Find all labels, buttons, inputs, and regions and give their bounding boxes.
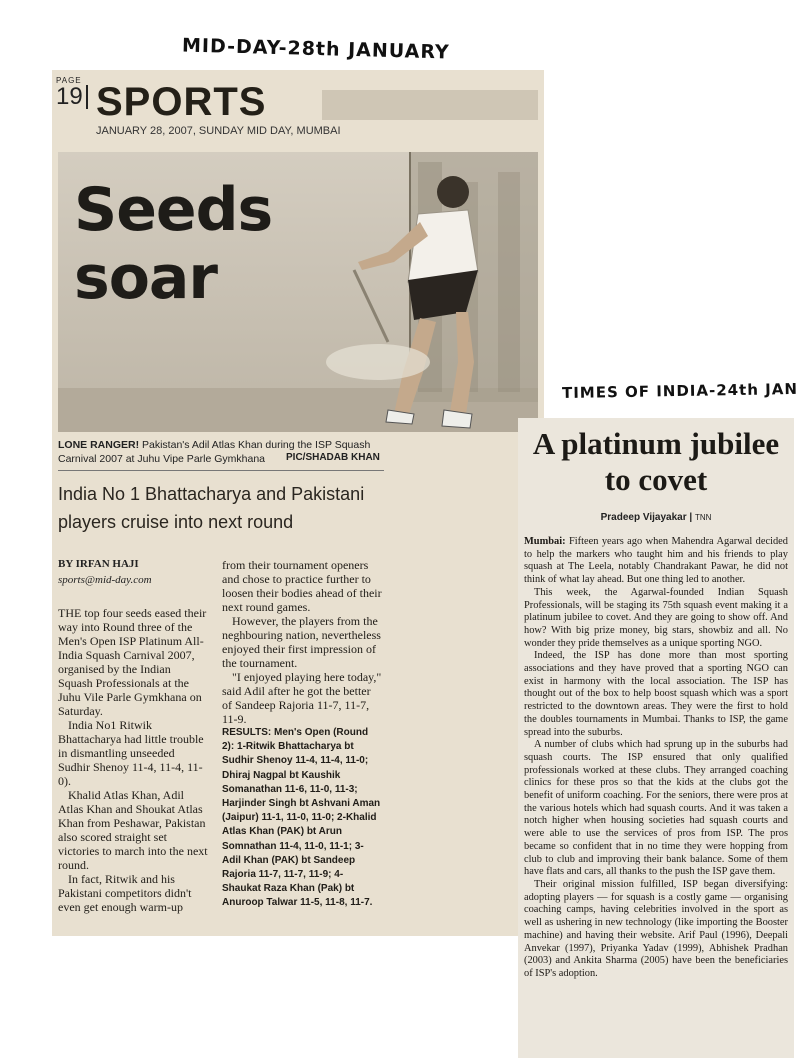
- author-email: sports@mid-day.com: [58, 574, 152, 586]
- toi-agency: TNN: [694, 513, 712, 522]
- paragraph: India No1 Ritwik Bhattacharya had little trouble in dismantling unseeded Sudhir Shenoy 11-4, 11-4, 11-0).: [58, 718, 204, 788]
- paragraph: This week, the Agarwal-founded Indian Squash Professionals, will be staging its 75th squash event making it a platinum jubilee to covet. And they are going to show off. And how? With big prize money, big stars, showbiz and all. No wonder they pride themselves as a unique sporting NGO.: [524, 586, 788, 649]
- page-number-box: [56, 76, 88, 109]
- toi-clipping: [518, 418, 794, 1058]
- toi-byline: Pradeep Vijayakar | TNN: [600, 512, 712, 523]
- toi-dateline: Mumbai:: [524, 536, 566, 547]
- page-number: 19: [56, 85, 88, 109]
- byline: BY IRFAN HAJI: [58, 558, 139, 570]
- section-title: SPORTS: [96, 80, 267, 124]
- paragraph: Khalid Atlas Khan, Adil Atlas Khan and Shoukat Atlas Khan from Peshawar, Pakistan also scored straight set victories to march into the next round.: [58, 788, 208, 872]
- header-bar: [322, 90, 538, 120]
- toi-author: Pradeep Vijayakar: [600, 512, 687, 523]
- caption-text: Pakistan's Adil Atlas Khan during the ISP Squash Carnival 2007 at Juhu Vipe Parle Gymkhana: [58, 439, 371, 465]
- toi-headline: A platinum jubilee to covet: [532, 426, 780, 497]
- dateline: JANUARY 28, 2007, SUNDAY MID DAY, MUMBAI: [96, 125, 341, 137]
- paragraph: THE top four seeds eased their way into Round three of the Men's Open ISP Platinum All-India Squash Carnival 2007, organised by the Indian Squash Professionals at the Juhu Vile Parle Gymkhana on Saturday.: [58, 606, 207, 718]
- headline-line-2: soar: [74, 243, 218, 313]
- paragraph: "I enjoyed playing here today," said Adil after he got the better of Sandeep Rajoria 11-7, 11-7, 11-9.: [222, 670, 382, 726]
- toi-article-body: [524, 536, 788, 981]
- paragraph: from their tournament openers and chose to practice further to loosen their bodies ahead of their next round games.: [222, 558, 382, 614]
- squash-photo: [58, 152, 538, 432]
- handwritten-note-right: TIMES OF INDIA-24th JAN: [561, 379, 799, 403]
- headline-line-1: Seeds: [74, 175, 273, 245]
- paragraph: However, the players from the neghbouring nation, nevertheless enjoyed their first impression of the tournament.: [222, 614, 381, 670]
- caption-divider: [58, 470, 384, 471]
- results-block: [222, 726, 382, 911]
- headline: [74, 176, 272, 312]
- paragraph: In fact, Ritwik and his Pakistani competitors didn't even get enough warm-up: [58, 872, 192, 914]
- article-column-2: [222, 558, 382, 911]
- page-label: PAGE: [56, 76, 82, 85]
- photo-credit: PIC/SHADAB KHAN: [286, 452, 380, 463]
- paragraph: Indeed, the ISP has done more than most sporting associations and they have proved that a sporting NGO can exist in harmony with the local association. The ISP has thought out of the box to help boost squash which was a sport restricted to the downtown areas. They were the first to hold the doubles tournaments in Mumbai. Thanks to ISP, the game spread into the suburbs.: [524, 650, 788, 738]
- caption-lead: LONE RANGER!: [58, 439, 140, 451]
- subheadline: India No 1 Bhattacharya and Pakistani players cruise into next round: [58, 484, 365, 532]
- article-column-1: [58, 606, 208, 914]
- paragraph-text: Fifteen years ago when Mahendra Agarwal decided to help the markers who taught him and his friends to play squash at The Leela, notably Chandrakant Pawar, he did not think of what lay ahead. But one thing led to another.: [524, 536, 788, 586]
- results-label: RESULTS: Men's Open (Round 2):: [222, 727, 369, 753]
- paragraph: Their original mission fulfilled, ISP began diversifying: adopting players — for squash is a costly game — organising coaching camps, having celebrities involved in the sport as well as ushering in new technology (like importing the Booster machine) and having their website. Arif Paul (1996), Deepali Anvekar (1997), Priyanka Yadav (1999), Abhishek Pradhan (2003) and Ankita Sharma (2005) have been the beneficiaries of ISP's adoption.: [524, 878, 788, 979]
- midday-clipping: [52, 70, 544, 936]
- paragraph: A number of clubs which had sprung up in the suburbs had squash courts. The ISP ensured that only qualified professionals worked at these clubs. They arranged coaching clinics for these pros so that the kids at the clubs got the benefit of uniform coaching. For the seniors, there were pros at the various hotels which had squash courts. And it was taken a notch higher when housing societies had squash courts and were able to use the services of pros from ISP. The pros became so confident that in no time they were hopping from club to club and improving their bank balance. Some of them have flats and cars, all thanks to the push the ISP gave them.: [524, 739, 788, 878]
- paragraph: [524, 536, 788, 587]
- handwritten-note-top: MID-DAY-28th JANUARY: [181, 34, 450, 64]
- results-text: 1-Ritwik Bhattacharya bt Sudhir Shenoy 11-4, 11-4, 11-0; Dhiraj Nagpal bt Kaushik Somanathan 11-6, 11-0, 11-3; Harjinder Singh bt Ashvani Aman (Jaipur) 11-1, 11-0, 11-0; 2-Khalid Atlas Khan (PAK) bt Arun Somnathan 11-4, 11-0, 11-1; 3- Adil Khan (PAK) bt Sandeep Rajoria 11-7, 11-7, 11-9; 4-Shaukat Raza Khan (Pak) bt Anuroop Talwar 11-5, 11-8, 11-7.: [222, 741, 381, 909]
